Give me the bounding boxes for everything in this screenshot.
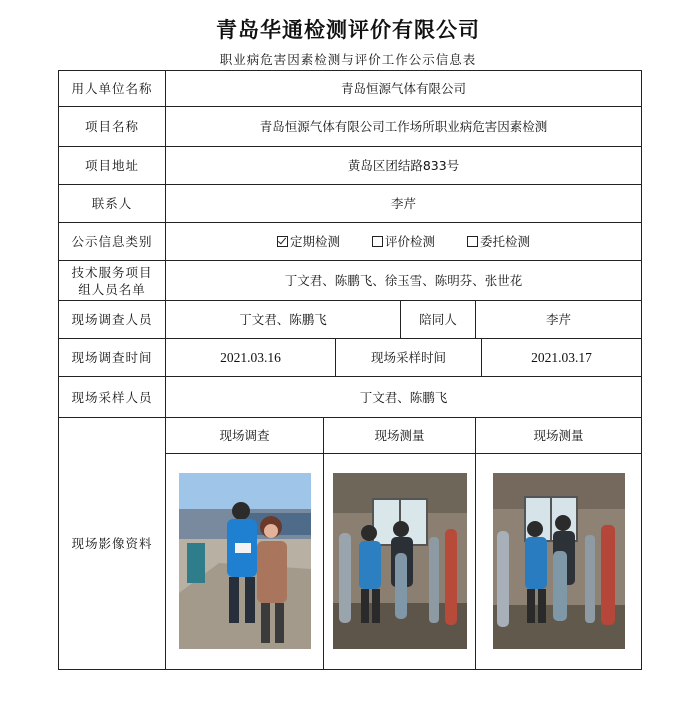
image-header-survey: 现场调查 xyxy=(166,417,324,453)
checkbox-empty-icon[interactable] xyxy=(372,236,383,247)
survey-time-value: 2021.03.16 xyxy=(166,339,336,377)
row-employer xyxy=(59,71,642,107)
option-evaluation-label: 评价检测 xyxy=(385,233,436,249)
team-value: 丁文君、陈鹏飞、徐玉雪、陈明芬、张世花 xyxy=(166,261,642,301)
row-samplers xyxy=(59,377,642,417)
photo-cell-measure-1 xyxy=(324,453,476,669)
measurement-photo-2 xyxy=(493,473,625,649)
option-evaluation[interactable] xyxy=(372,233,435,250)
checkbox-empty-icon[interactable] xyxy=(467,236,478,247)
images-label: 现场影像资料 xyxy=(59,417,166,669)
row-team xyxy=(59,261,642,301)
project-address-value: 黄岛区团结路833号 xyxy=(166,147,642,185)
investigators-label: 现场调查人员 xyxy=(59,301,166,339)
measurement-photo-1 xyxy=(333,473,467,649)
employer-label: 用人单位名称 xyxy=(59,71,166,107)
sampling-time-label: 现场采样时间 xyxy=(336,339,482,377)
row-contact xyxy=(59,185,642,223)
survey-time-label: 现场调查时间 xyxy=(59,339,166,377)
category-label: 公示信息类别 xyxy=(59,223,166,261)
company-title: 青岛华通检测评价有限公司 xyxy=(216,18,480,42)
photo-cell-measure-2 xyxy=(476,453,642,669)
contact-value: 李芹 xyxy=(166,185,642,223)
samplers-value: 丁文君、陈鹏飞 xyxy=(166,377,642,417)
team-label: 技术服务项目组人员名单 xyxy=(59,261,166,301)
option-commissioned[interactable] xyxy=(467,233,530,250)
image-header-measure-1: 现场测量 xyxy=(324,417,476,453)
project-address-label: 项目地址 xyxy=(59,147,166,185)
contact-label: 联系人 xyxy=(59,185,166,223)
row-dates xyxy=(59,339,642,377)
form-subtitle: 职业病危害因素检测与评价工作公示信息表 xyxy=(219,52,477,67)
row-project-name xyxy=(59,107,642,147)
category-options xyxy=(166,223,642,261)
option-periodic[interactable] xyxy=(277,233,340,250)
checkbox-checked-icon[interactable] xyxy=(277,236,288,247)
disclosure-table xyxy=(58,70,642,670)
investigators-value: 丁文君、陈鹏飞 xyxy=(166,301,401,339)
option-periodic-label: 定期检测 xyxy=(290,233,341,249)
sampling-time-value: 2021.03.17 xyxy=(482,339,642,377)
project-name-value: 青岛恒源气体有限公司工作场所职业病危害因素检测 xyxy=(166,107,642,147)
photo-cell-survey xyxy=(166,453,324,669)
row-image-headers xyxy=(59,417,642,453)
companion-label: 陪同人 xyxy=(401,301,476,339)
companion-value: 李芹 xyxy=(476,301,642,339)
samplers-label: 现场采样人员 xyxy=(59,377,166,417)
row-investigators xyxy=(59,301,642,339)
project-name-label: 项目名称 xyxy=(59,107,166,147)
employer-value: 青岛恒源气体有限公司 xyxy=(166,71,642,107)
survey-photo xyxy=(179,473,311,649)
image-header-measure-2: 现场测量 xyxy=(476,417,642,453)
row-project-address xyxy=(59,147,642,185)
row-category xyxy=(59,223,642,261)
option-commissioned-label: 委托检测 xyxy=(480,233,531,249)
